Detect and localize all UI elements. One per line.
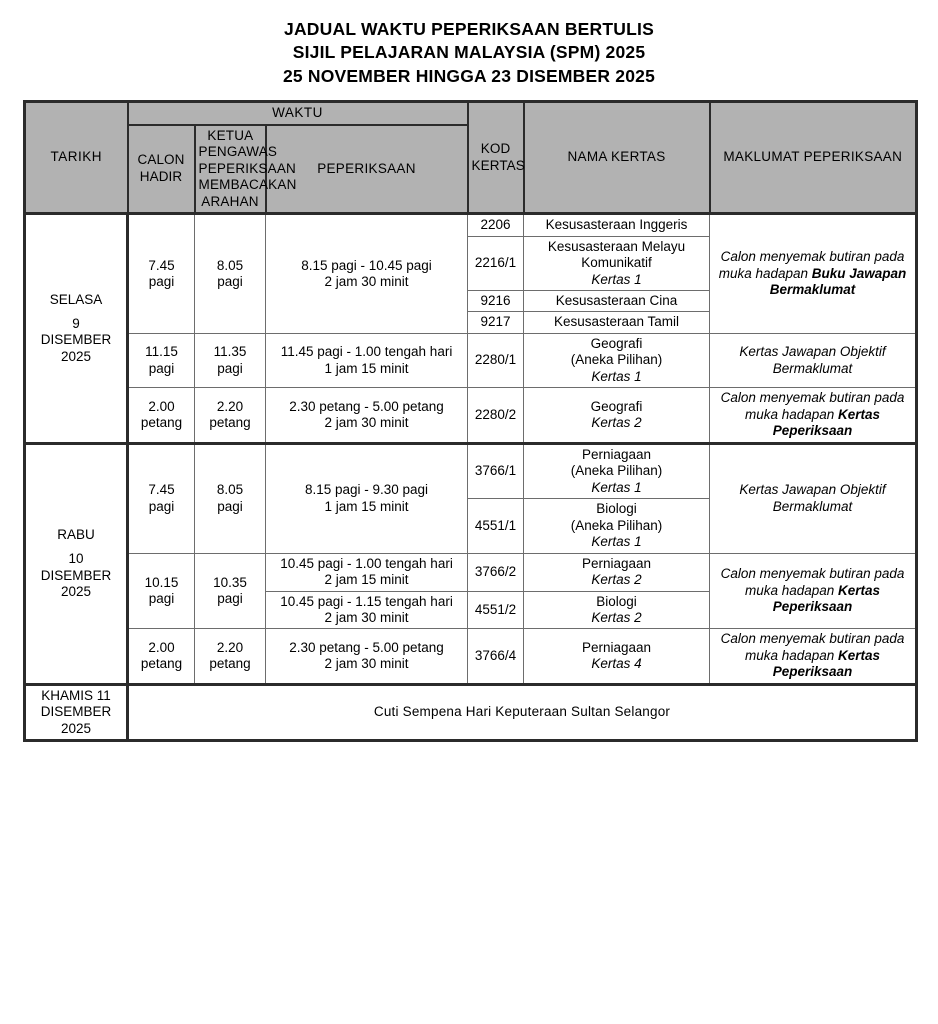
nama-kertas xyxy=(524,333,710,387)
exam-range: 10.45 pagi - 1.15 tengah hari xyxy=(280,593,453,609)
header-ketua-pengawas xyxy=(195,125,297,214)
exam-time-selasa-s3 xyxy=(266,388,468,443)
nama-kertas xyxy=(524,312,710,333)
nama-line-2: (Aneka Pilihan) xyxy=(570,352,663,368)
nama-kertas-number: Kertas 1 xyxy=(591,534,642,550)
header-tarikh: TARIKH xyxy=(25,102,128,214)
calon-hadir-hour: 2.00 xyxy=(148,639,175,655)
header-ketua-line-3: PEPERIKSAAN xyxy=(198,160,296,176)
exam-time-rabu-s2-r2 xyxy=(266,591,468,629)
ketua-pengawas-time-rabu-s3 xyxy=(195,629,266,684)
calon-hadir-period: petang xyxy=(140,415,183,431)
day-number-khamis: 11 xyxy=(96,687,111,703)
kod-kertas: 3766/2 xyxy=(468,553,524,591)
nama-kertas xyxy=(524,291,710,312)
maklumat-emphasis: Kertas Peperiksaan xyxy=(772,647,881,680)
table-body xyxy=(25,214,917,741)
nama-line-1: Geografi xyxy=(590,335,643,351)
nama-kertas xyxy=(524,499,710,553)
title-line-2: SIJIL PELAJARAN MALAYSIA (SPM) 2025 xyxy=(292,42,646,63)
ketua-period: pagi xyxy=(217,360,243,376)
header-row-1 xyxy=(25,102,917,125)
exam-range: 8.15 pagi - 9.30 pagi xyxy=(304,482,429,498)
calon-hadir-time-selasa-s3 xyxy=(128,388,195,443)
holiday-notice: Cuti Sempena Hari Keputeraan Sultan Selangor xyxy=(128,684,917,740)
ketua-pengawas-time-rabu-s1 xyxy=(195,443,266,553)
table-row xyxy=(25,684,917,740)
exam-duration: 1 jam 15 minit xyxy=(324,360,409,376)
exam-range: 2.30 petang - 5.00 petang xyxy=(289,639,444,655)
ketua-pengawas-time-selasa-s1 xyxy=(195,214,266,334)
maklumat-text: Calon menyemak butiran pada muka hadapan xyxy=(720,566,905,598)
nama-line-1: Perniagaan xyxy=(581,639,652,655)
maklumat-text: Calon menyemak butiran pada muka hadapan xyxy=(720,631,905,663)
day-year-khamis: 2025 xyxy=(60,720,92,736)
nama-kertas xyxy=(524,591,710,629)
maklumat-selasa-s2: Kertas Jawapan Objektif Bermaklumat xyxy=(710,333,917,387)
maklumat-text: Calon menyemak butiran pada muka hadapan xyxy=(718,249,905,281)
ketua-period: petang xyxy=(209,656,251,672)
nama-line-1: Biologi xyxy=(596,501,637,517)
maklumat-rabu-s1: Kertas Jawapan Objektif Bermaklumat xyxy=(710,443,917,553)
header-kod-line-1: KOD xyxy=(480,141,511,157)
calon-hadir-period: pagi xyxy=(148,360,175,376)
exam-time-selasa-s1 xyxy=(266,214,468,334)
header-maklumat-line-1: MAKLUMAT xyxy=(723,149,800,165)
header-waktu: WAKTU xyxy=(128,102,468,125)
nama-line-2: (Aneka Pilihan) xyxy=(570,463,663,479)
header-ketua-line-5: ARAHAN xyxy=(201,193,259,209)
title-line-1: JADUAL WAKTU PEPERIKSAAN BERTULIS xyxy=(284,19,654,39)
kod-kertas: 2216/1 xyxy=(468,236,524,290)
table-row xyxy=(25,214,917,236)
day-month-rabu: DISEMBER xyxy=(40,567,112,583)
day-cell-rabu xyxy=(25,443,128,684)
nama-kertas xyxy=(524,443,710,498)
day-month-selasa: DISEMBER xyxy=(40,332,112,348)
maklumat-selasa-s3 xyxy=(710,388,917,443)
calon-hadir-hour: 10.15 xyxy=(144,574,179,590)
calon-hadir-period: pagi xyxy=(148,274,175,290)
table-row xyxy=(25,629,917,684)
exam-duration: 2 jam 30 minit xyxy=(324,274,409,290)
day-name-selasa: SELASA xyxy=(49,291,103,307)
calon-hadir-time-rabu-s1 xyxy=(128,443,195,553)
exam-range: 10.45 pagi - 1.00 tengah hari xyxy=(280,555,453,571)
nama-line-2: Komunikatif xyxy=(581,255,652,271)
calon-hadir-hour: 11.15 xyxy=(145,344,178,360)
nama-line-1: Kesusasteraan Melayu xyxy=(547,238,686,254)
kod-kertas: 3766/1 xyxy=(468,443,524,498)
exam-range: 11.45 pagi - 1.00 tengah hari xyxy=(280,344,453,360)
calon-hadir-period: pagi xyxy=(148,498,175,514)
ketua-hour: 10.35 xyxy=(213,574,247,590)
header-ketua-line-1: KETUA xyxy=(207,127,253,143)
nama-line-1: Perniagaan xyxy=(581,446,652,462)
calon-hadir-period: pagi xyxy=(148,591,175,606)
day-gap xyxy=(29,543,123,551)
day-cell-selasa xyxy=(25,214,128,444)
kod-kertas: 3766/4 xyxy=(468,629,524,684)
nama-kertas-number: Kertas 2 xyxy=(591,415,642,431)
ketua-pengawas-time-rabu-s2 xyxy=(195,553,266,629)
nama-kertas xyxy=(524,629,710,684)
ketua-period: pagi xyxy=(217,498,243,514)
nama-line-1: Geografi xyxy=(590,398,643,414)
timetable-container xyxy=(23,100,915,742)
ketua-hour: 8.05 xyxy=(216,257,244,273)
calon-hadir-time-rabu-s3 xyxy=(128,629,195,684)
table-header xyxy=(25,102,917,214)
exam-time-rabu-s3 xyxy=(266,629,468,684)
exam-duration: 2 jam 30 minit xyxy=(324,609,409,625)
nama-line-1: Perniagaan xyxy=(581,555,652,571)
calon-hadir-hour: 7.45 xyxy=(148,482,175,498)
header-maklumat-peperiksaan xyxy=(710,102,917,214)
nama-kertas-number: Kertas 1 xyxy=(591,368,642,384)
table-row xyxy=(25,443,917,498)
maklumat-rabu-s2 xyxy=(710,553,917,629)
ketua-period: petang xyxy=(209,415,251,431)
calon-hadir-hour: 2.00 xyxy=(148,398,175,414)
header-kod-line-2: KERTAS xyxy=(471,157,525,173)
kod-kertas: 4551/2 xyxy=(468,591,524,629)
kod-kertas: 2206 xyxy=(468,214,524,236)
table-row xyxy=(25,553,917,591)
exam-duration: 2 jam 15 minit xyxy=(324,572,409,588)
ketua-period: pagi xyxy=(217,274,243,290)
maklumat-text: Calon menyemak butiran pada muka hadapan xyxy=(720,390,905,422)
header-ketua-line-2: PENGAWAS xyxy=(198,144,278,160)
maklumat-emphasis: Buku Jawapan Bermaklumat xyxy=(769,265,907,298)
page-title xyxy=(0,0,938,88)
kod-kertas: 9217 xyxy=(468,312,524,333)
day-number-selasa: 9 xyxy=(72,315,80,331)
header-calon-line-1: CALON xyxy=(137,152,185,168)
day-year-selasa: 2025 xyxy=(60,348,92,364)
exam-time-rabu-s2-r1 xyxy=(266,553,468,591)
kod-kertas: 9216 xyxy=(468,291,524,312)
calon-hadir-time-selasa-s2 xyxy=(128,333,195,387)
maklumat-selasa-s1 xyxy=(710,214,917,334)
day-name-khamis: KHAMIS xyxy=(41,687,93,703)
nama-line-2: (Aneka Pilihan) xyxy=(570,517,663,533)
exam-timetable xyxy=(23,100,918,742)
header-maklumat-line-2: PEPERIKSAAN xyxy=(803,149,903,165)
ketua-hour: 2.20 xyxy=(216,398,244,414)
nama-kertas-number: Kertas 1 xyxy=(591,479,642,495)
exam-duration: 2 jam 30 minit xyxy=(324,415,409,431)
kod-kertas: 2280/1 xyxy=(468,333,524,387)
ketua-hour: 11.35 xyxy=(213,344,247,360)
header-kod-kertas xyxy=(468,102,524,214)
day-month-khamis: DISEMBER xyxy=(40,704,112,720)
nama-line-1: Kesusasteraan Tamil xyxy=(553,314,680,330)
day-year-rabu: 2025 xyxy=(60,584,92,600)
kod-kertas: 4551/1 xyxy=(468,499,524,553)
calon-hadir-time-rabu-s2 xyxy=(128,553,195,629)
header-calon-line-2: HADIR xyxy=(139,168,183,184)
nama-kertas-number: Kertas 1 xyxy=(591,271,642,287)
ketua-hour: 2.20 xyxy=(216,639,244,655)
table-row xyxy=(25,388,917,443)
nama-kertas xyxy=(524,553,710,591)
exam-time-selasa-s2 xyxy=(266,333,468,387)
ketua-pengawas-time-selasa-s2 xyxy=(195,333,266,387)
title-line-3: 25 NOVEMBER HINGGA 23 DISEMBER 2025 xyxy=(282,65,655,86)
ketua-hour: 8.05 xyxy=(216,482,244,498)
ketua-period: pagi xyxy=(217,591,243,606)
calon-hadir-hour: 7.45 xyxy=(148,257,175,273)
nama-line-1: Kesusasteraan Cina xyxy=(555,293,678,308)
header-calon-hadir xyxy=(128,125,195,214)
table-row xyxy=(25,333,917,387)
day-number-rabu: 10 xyxy=(68,551,84,567)
exam-duration: 1 jam 15 minit xyxy=(324,498,409,514)
header-nama-kertas: NAMA KERTAS xyxy=(524,102,710,214)
ketua-pengawas-time-selasa-s3 xyxy=(195,388,266,443)
nama-kertas-number: Kertas 4 xyxy=(591,656,642,672)
nama-kertas xyxy=(524,214,710,236)
exam-range: 8.15 pagi - 10.45 pagi xyxy=(301,257,432,273)
calon-hadir-time-selasa-s1 xyxy=(128,214,195,334)
day-gap xyxy=(29,308,123,316)
exam-time-rabu-s1 xyxy=(266,443,468,553)
nama-kertas xyxy=(524,236,710,290)
nama-kertas-number: Kertas 2 xyxy=(591,572,642,588)
maklumat-rabu-s3 xyxy=(710,629,917,684)
header-peperiksaan: PEPERIKSAAN xyxy=(266,125,468,214)
nama-line-1: Biologi xyxy=(596,593,637,609)
exam-duration: 2 jam 30 minit xyxy=(324,656,409,672)
exam-range: 2.30 petang - 5.00 petang xyxy=(289,398,444,414)
day-name-rabu: RABU xyxy=(57,526,95,542)
nama-kertas xyxy=(524,388,710,443)
kod-kertas: 2280/2 xyxy=(468,388,524,443)
day-cell-khamis xyxy=(25,684,128,740)
maklumat-emphasis: Kertas Peperiksaan xyxy=(772,406,881,439)
nama-line-1: Kesusasteraan Inggeris xyxy=(545,217,688,233)
header-ketua-line-4: MEMBACAKAN xyxy=(198,177,297,193)
nama-kertas-number: Kertas 2 xyxy=(591,609,642,625)
calon-hadir-period: petang xyxy=(140,656,183,672)
maklumat-emphasis: Kertas Peperiksaan xyxy=(772,582,881,615)
